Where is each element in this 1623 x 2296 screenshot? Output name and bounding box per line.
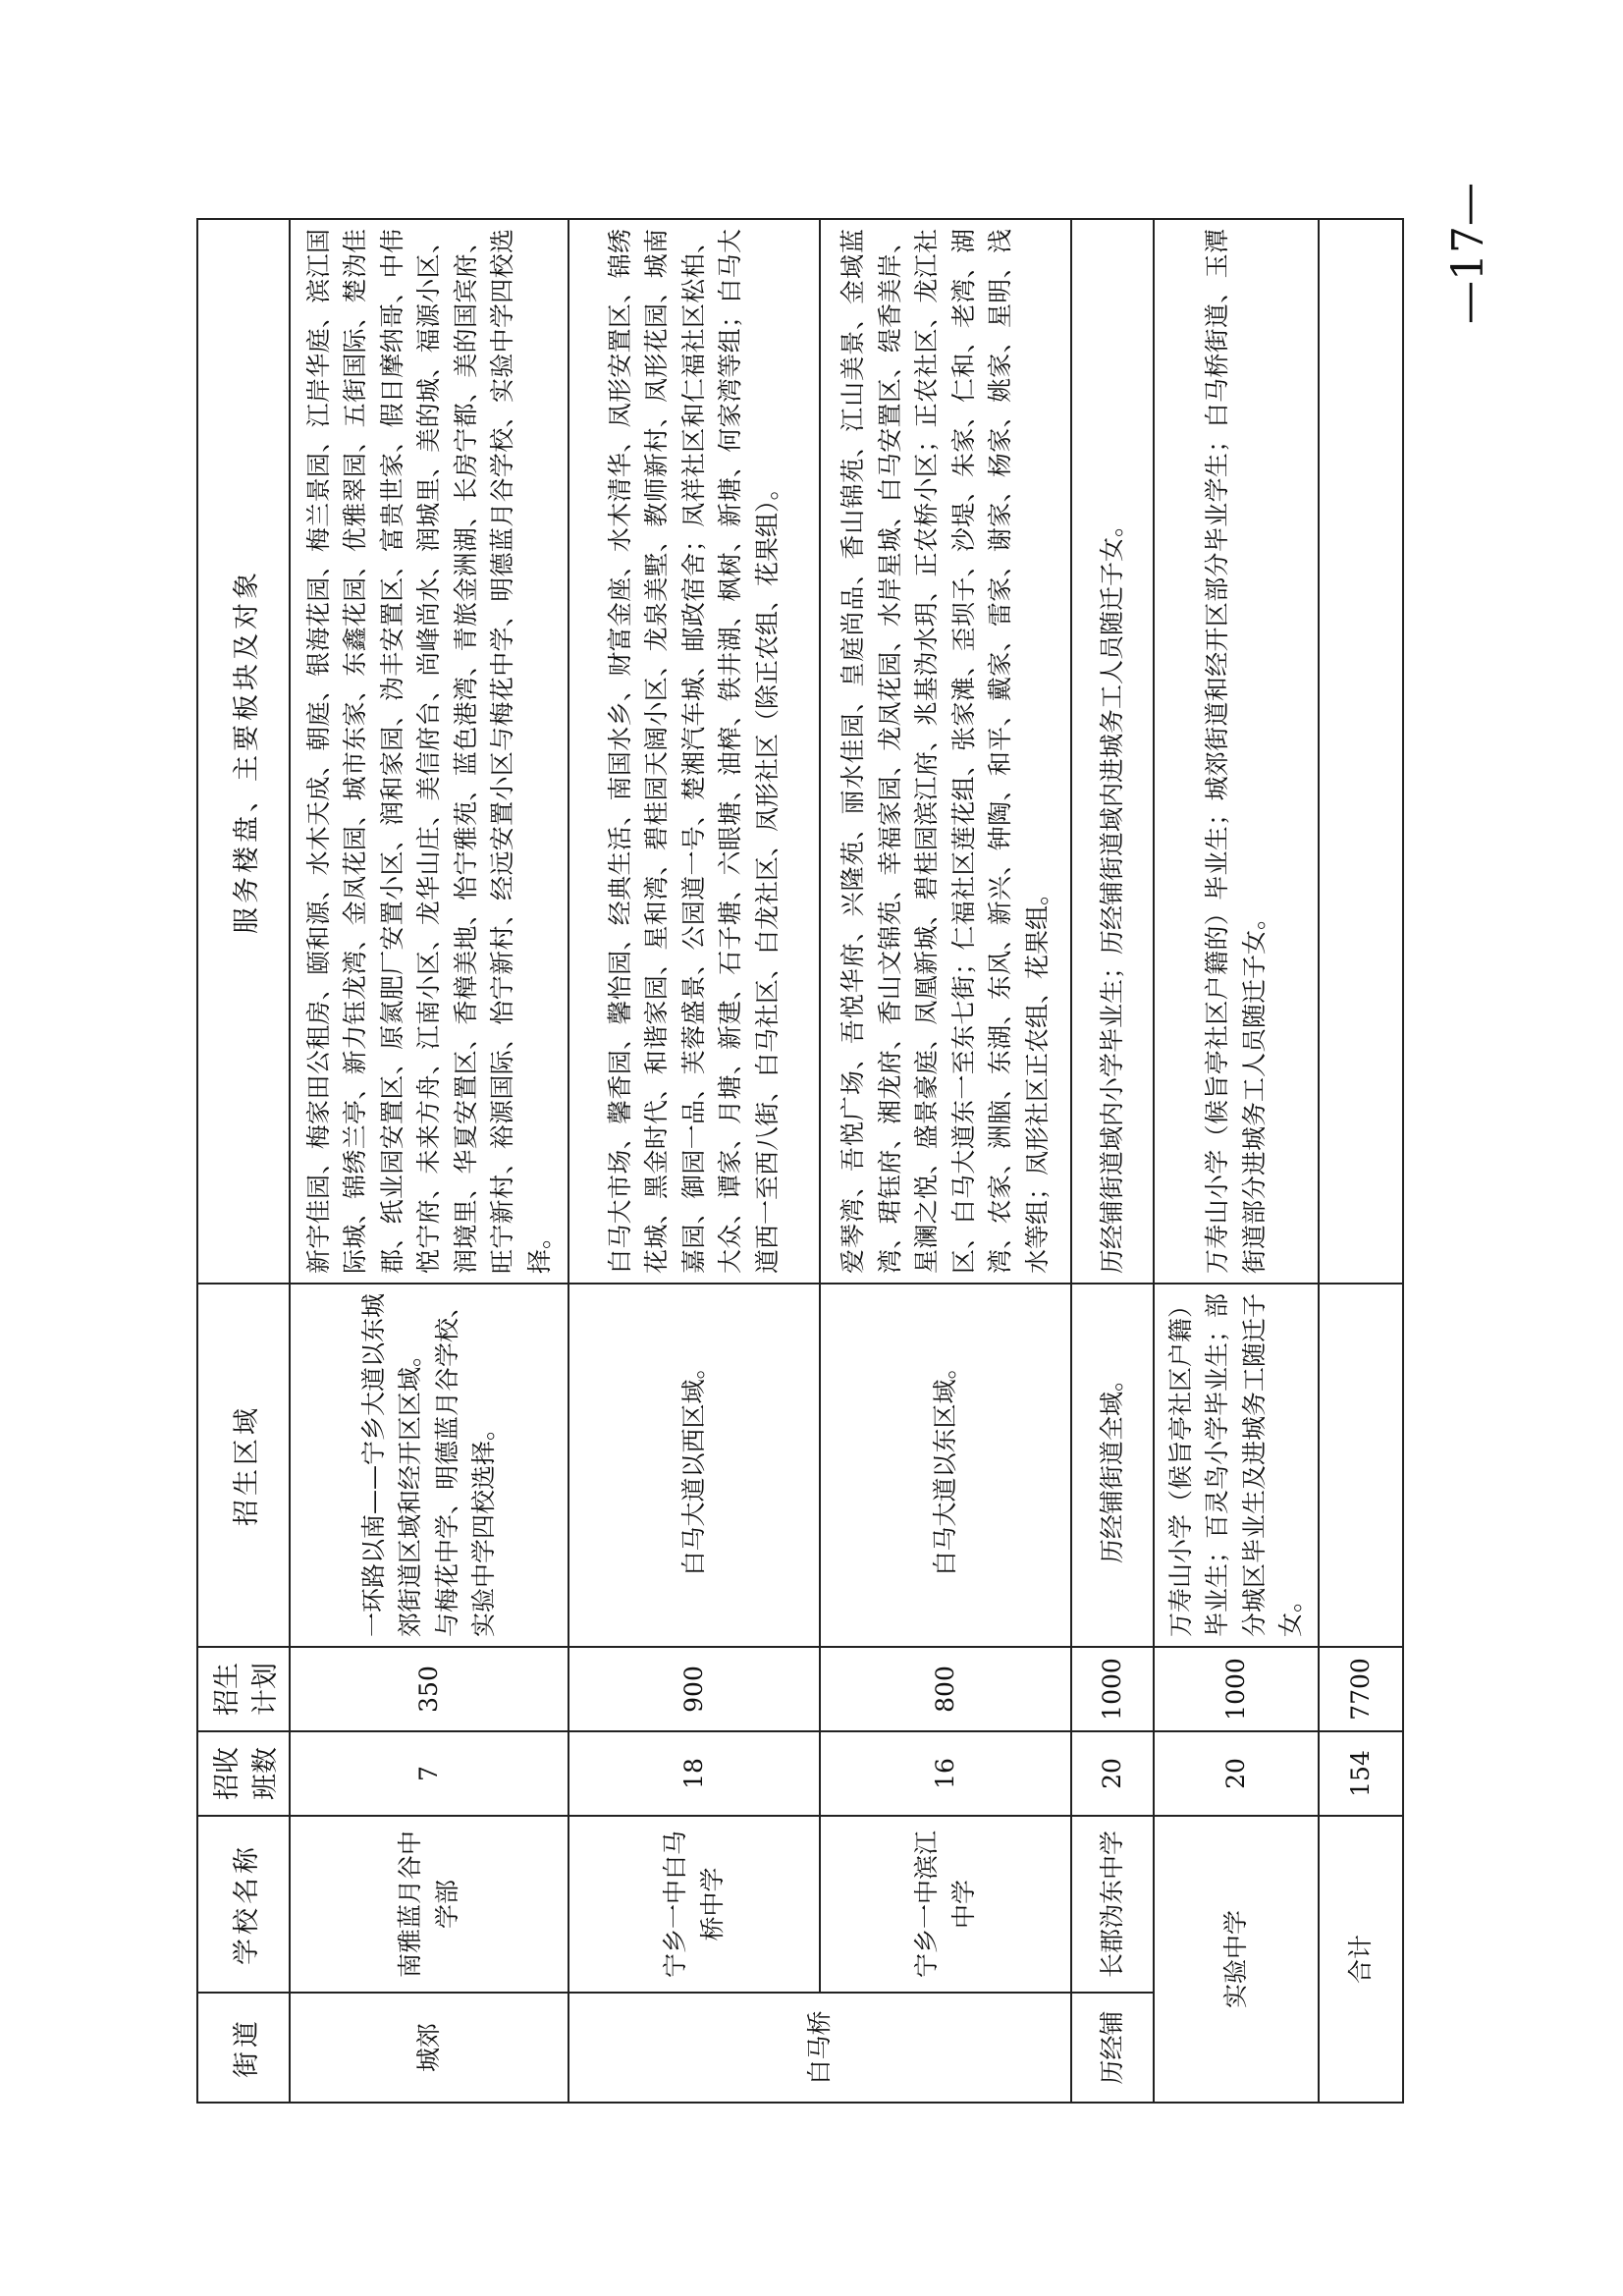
table-row xyxy=(568,219,820,2103)
school-cell: 宁乡一中白马桥中学 xyxy=(568,1816,820,1993)
plan-cell: 800 xyxy=(820,1647,1071,1731)
rotated-table-container xyxy=(196,218,1404,2104)
school-cell: 实验中学 xyxy=(1154,1816,1319,2103)
plan-cell: 1000 xyxy=(1154,1647,1319,1731)
total-label: 合计 xyxy=(1319,1816,1403,2103)
area-text: 一环路以南——宁乡大道以东城郊街道区域和经开区区域。 xyxy=(358,1292,425,1637)
total-row xyxy=(1319,219,1403,2103)
school-cell: 宁乡一中滨江中学 xyxy=(820,1816,1071,1993)
classes-cell: 16 xyxy=(820,1731,1071,1816)
total-classes: 154 xyxy=(1319,1731,1403,1816)
header-area: 招生区域 xyxy=(197,1284,290,1647)
service-cell: 万寿山小学（候旨亭社区户籍的）毕业生；城郊街道和经开区部分毕业学生；白马桥街道、玉潭街道部分进城务工人员随迁子女。 xyxy=(1154,219,1319,1284)
service-cell: 新宇佳园、梅家田公租房、颐和源、水木天成、朝庭、银海花园、梅兰景园、江岸华庭、滨江国际城、锦绣兰亭、新力钰龙湾、金凤花园、城市东家、东鑫花园、优雅翠园、五街国际、楚沩佳郡、纸业园安置区、原氮肥厂安置小区、润和家园、沩丰安置区、富贵世家、假日摩纳哥、中伟悦宁府、未来方舟、江南小区、龙华山庄、美信府台、尚峰尚水、润城里、美的城、福源小区、润境里、华夏安置区、香樟美地、怡宁雅苑、蓝色港湾、青旅金洲湖、长房宁都、美的国宾府、旺宁新村、裕源国际、怡宁新村、经远安置小区与梅花中学、明德蓝月谷学校、实验中学四校选择。 xyxy=(290,219,568,1284)
service-cell: 历经铺街道域内小学毕业生；历经铺街道域内进城务工人员随迁子女。 xyxy=(1071,219,1154,1284)
table-row xyxy=(1154,219,1319,2103)
street-cell: 历经铺 xyxy=(1071,1993,1154,2103)
area-cell: 白马大道以西区域。 xyxy=(568,1284,820,1647)
total-plan: 7700 xyxy=(1319,1647,1403,1731)
table-row xyxy=(290,219,568,2103)
school-cell: 长郡沩东中学 xyxy=(1071,1816,1154,1993)
area-cell: 白马大道以东区域。 xyxy=(820,1284,1071,1647)
street-cell: 城郊 xyxy=(290,1993,568,2103)
classes-cell: 20 xyxy=(1071,1731,1154,1816)
plan-cell: 350 xyxy=(290,1647,568,1731)
table-header xyxy=(197,219,290,2103)
area-cell: 万寿山小学（候旨亭社区户籍）毕业生；百灵鸟小学毕业生；部分城区毕业生及进城务工随迁子女。 xyxy=(1154,1284,1319,1647)
page-number: —17— xyxy=(1443,183,1493,324)
service-cell: 白马大市场、馨香园、馨怡园、经典生活、南国水乡、财富金座、水木清华、凤形安置区、锦绣花城、黑金时代、和谐家园、星和湾、碧桂园天阔小区、龙泉美墅、教师新村、凤形花园、城南嘉园、御园一品、芙蓉盛景、公园道一号、楚湘汽车城、邮政宿舍；凤祥社区和仁福社区松柏、大众、谭家、月塘、新建、石子塘、六眼塘、油榨、铁井湖、枫树、新塘、何家湾等组；白马大道西一至西八街、白马社区、白龙社区、凤形社区（除正农组、花果组）。 xyxy=(568,219,820,1284)
area-cell xyxy=(290,1284,568,1647)
enrollment-table xyxy=(196,218,1404,2104)
header-classes: 招收班数 xyxy=(197,1731,290,1816)
table-row xyxy=(1071,219,1154,2103)
empty-cell xyxy=(1319,1284,1403,1647)
school-cell: 南雅蓝月谷中学部 xyxy=(290,1816,568,1993)
plan-cell: 1000 xyxy=(1071,1647,1154,1731)
street-cell: 白马桥 xyxy=(568,1993,1071,2103)
plan-cell: 900 xyxy=(568,1647,820,1731)
classes-cell: 7 xyxy=(290,1731,568,1816)
service-cell: 爱琴湾、吾悦广场、吾悦华府、兴隆苑、丽水佳园、皇庭尚品、香山锦苑、江山美景、金域蓝湾、珺钰府、湘龙府、香山文锦苑、幸福家园、龙凤花园、水岸星城、白马安置区、缇香美岸、星澜之悦、盛景豪庭、凤凰新城、碧桂园滨江府、兆基沩水玥、正农桥小区；正农社区、龙江社区、白马大道东一至东七街；仁福社区莲花组、张家滩、歪坝子、沙堤、朱家、仁和、老湾、湖湾、农家、洲脑、东湖、东风、新兴、钟陶、和平、戴家、雷家、谢家、杨家、姚家、星明、浅水等组；凤形社区正农组、花果组。 xyxy=(820,219,1071,1284)
header-street: 街道 xyxy=(197,1993,290,2103)
area-cell: 历经铺街道全域。 xyxy=(1071,1284,1154,1647)
area-note: 与梅花中学、明德蓝月谷学校、实验中学四校选择。 xyxy=(432,1292,499,1637)
classes-cell: 20 xyxy=(1154,1731,1319,1816)
header-school: 学校名称 xyxy=(197,1816,290,1993)
empty-cell xyxy=(1319,219,1403,1284)
header-plan: 招生计划 xyxy=(197,1647,290,1731)
table-row xyxy=(820,219,1071,2103)
classes-cell: 18 xyxy=(568,1731,820,1816)
header-service: 服务楼盘、主要板块及对象 xyxy=(197,219,290,1284)
